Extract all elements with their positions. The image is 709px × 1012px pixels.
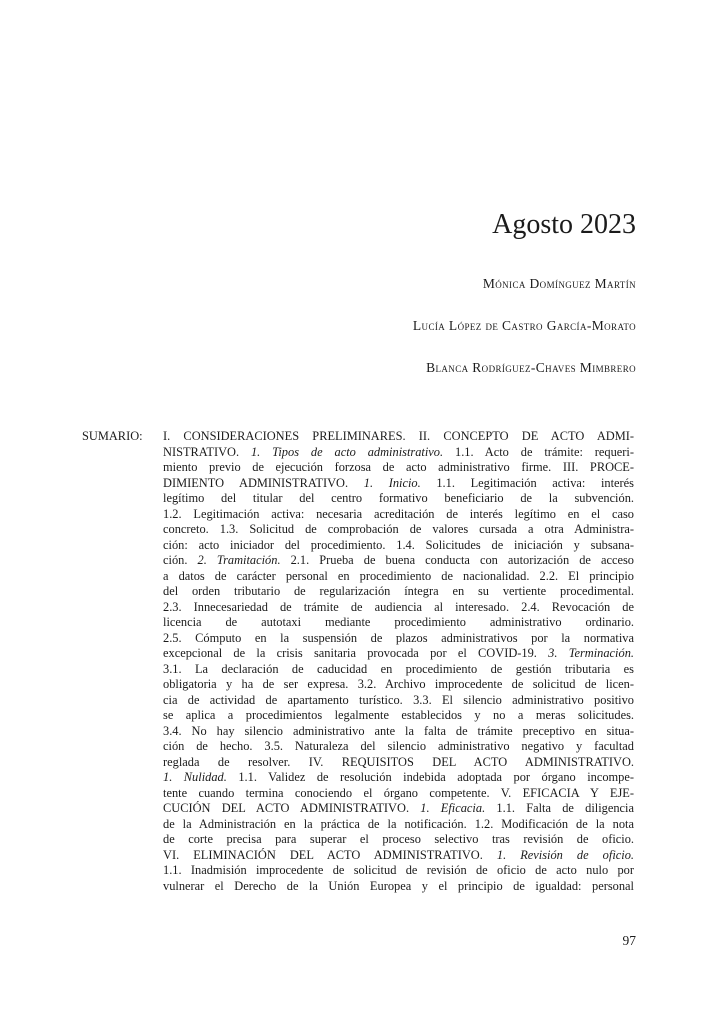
sumario-line: ción. 2. Tramitación. 2.1. Prueba de buena conducta con autorización de acceso: [163, 553, 634, 567]
sumario-line: 1.1. Inadmisión improcedente de solicitud de revisión de oficio de acto nulo por: [163, 863, 634, 877]
sumario-line: reglada de resolver. IV. REQUISITOS DEL ACTO ADMINISTRATIVO.: [163, 754, 634, 769]
sumario-label: SUMARIO:: [82, 429, 143, 443]
author-name: Blanca Rodríguez-Chaves Mimbrero: [426, 360, 636, 375]
sumario-line: del orden tributario de regularización íntegra en su vertiente procedimental.: [163, 584, 634, 598]
sumario-line: 3.4. No hay silencio administrativo ante la falta de trámite preceptivo en situa-: [163, 723, 634, 738]
sumario-line: VI. ELIMINACIÓN DEL ACTO ADMINISTRATIVO. 1. Revisión de oficio.: [163, 847, 634, 862]
sumario-section: [82, 429, 634, 894]
sumario-line: miento previo de ejecución forzosa de acto administrativo firme. III. PROCE-: [163, 460, 634, 474]
sumario-line: excepcional de la crisis sanitaria provocada por el COVID-19. 3. Terminación.: [163, 646, 634, 660]
author-name: Lucía López de Castro García-Morato: [412, 318, 636, 333]
sumario-line: CUCIÓN DEL ACTO ADMINISTRATIVO. 1. Eficacia. 1.1. Falta de diligencia: [163, 801, 634, 815]
sumario-line: 2.3. Innecesariedad de trámite de audiencia al interesado. 2.4. Revocación de: [163, 599, 634, 614]
sumario-line: 3.1. La declaración de caducidad en procedimiento de gestión tributaria es: [163, 661, 634, 676]
page-number: 97: [622, 933, 636, 948]
sumario-line: se aplica a procedimientos legalmente establecidos y no a meras solicitudes.: [163, 708, 634, 722]
sumario-line: DIMIENTO ADMINISTRATIVO. 1. Inicio. 1.1. Legitimación activa: interés: [163, 475, 635, 490]
author-name: Mónica Domínguez Martín: [482, 276, 636, 291]
sumario-line: vulnerar el Derecho de la Unión Europea y el principio de igualdad: personal: [163, 878, 634, 893]
sumario-line: de corte precisa para superar el proceso selectivo tras revisión de oficio.: [163, 832, 634, 846]
sumario-line: 1.2. Legitimación activa: necesaria acreditación de interés legítimo en el caso: [163, 506, 634, 521]
issue-date: Agosto 2023: [492, 209, 636, 240]
sumario-line: a datos de carácter personal en procedimiento de nacionalidad. 2.2. El principio: [163, 568, 634, 583]
sumario-line: de la Administración en la práctica de la notificación. 1.2. Modificación de la nota: [163, 816, 634, 831]
sumario-line: cia de actividad de apartamento turístico. 3.3. El silencio administrativo positivo: [163, 692, 634, 707]
sumario-line: ción: acto iniciador del procedimiento. 1.4. Solicitudes de iniciación y subsana-: [163, 537, 634, 552]
sumario-line: licencia de autotaxi mediante procedimiento administrativo ordinario.: [163, 615, 634, 629]
sumario-line: concreto. 1.3. Solicitud de comprobación de valores cursada a otra Administra-: [163, 522, 634, 536]
sumario-line: tente cuando termina conociendo el órgano competente. V. EFICACIA Y EJE-: [163, 785, 634, 800]
sumario-line: ción de hecho. 3.5. Naturaleza del silencio administrativo negativo y facultad: [163, 739, 634, 753]
sumario-lines: [163, 429, 634, 894]
author-list: [413, 276, 636, 402]
sumario-line: 2.5. Cómputo en la suspensión de plazos administrativos por la normativa: [163, 630, 634, 645]
sumario-line: obligatoria y ha de ser expresa. 3.2. Archivo improcedente de solicitud de licen-: [163, 677, 634, 691]
sumario-line: 1. Nulidad. 1.1. Validez de resolución indebida adoptada por órgano incompe-: [163, 770, 634, 784]
sumario-line: NISTRATIVO. 1. Tipos de acto administrativo. 1.1. Acto de trámite: requeri-: [163, 444, 635, 459]
sumario-line: legítimo del titular del centro formativo beneficiario de la subvención.: [163, 491, 634, 505]
sumario-line: I. CONSIDERACIONES PRELIMINARES. II. CONCEPTO DE ACTO ADMI-: [163, 429, 634, 443]
